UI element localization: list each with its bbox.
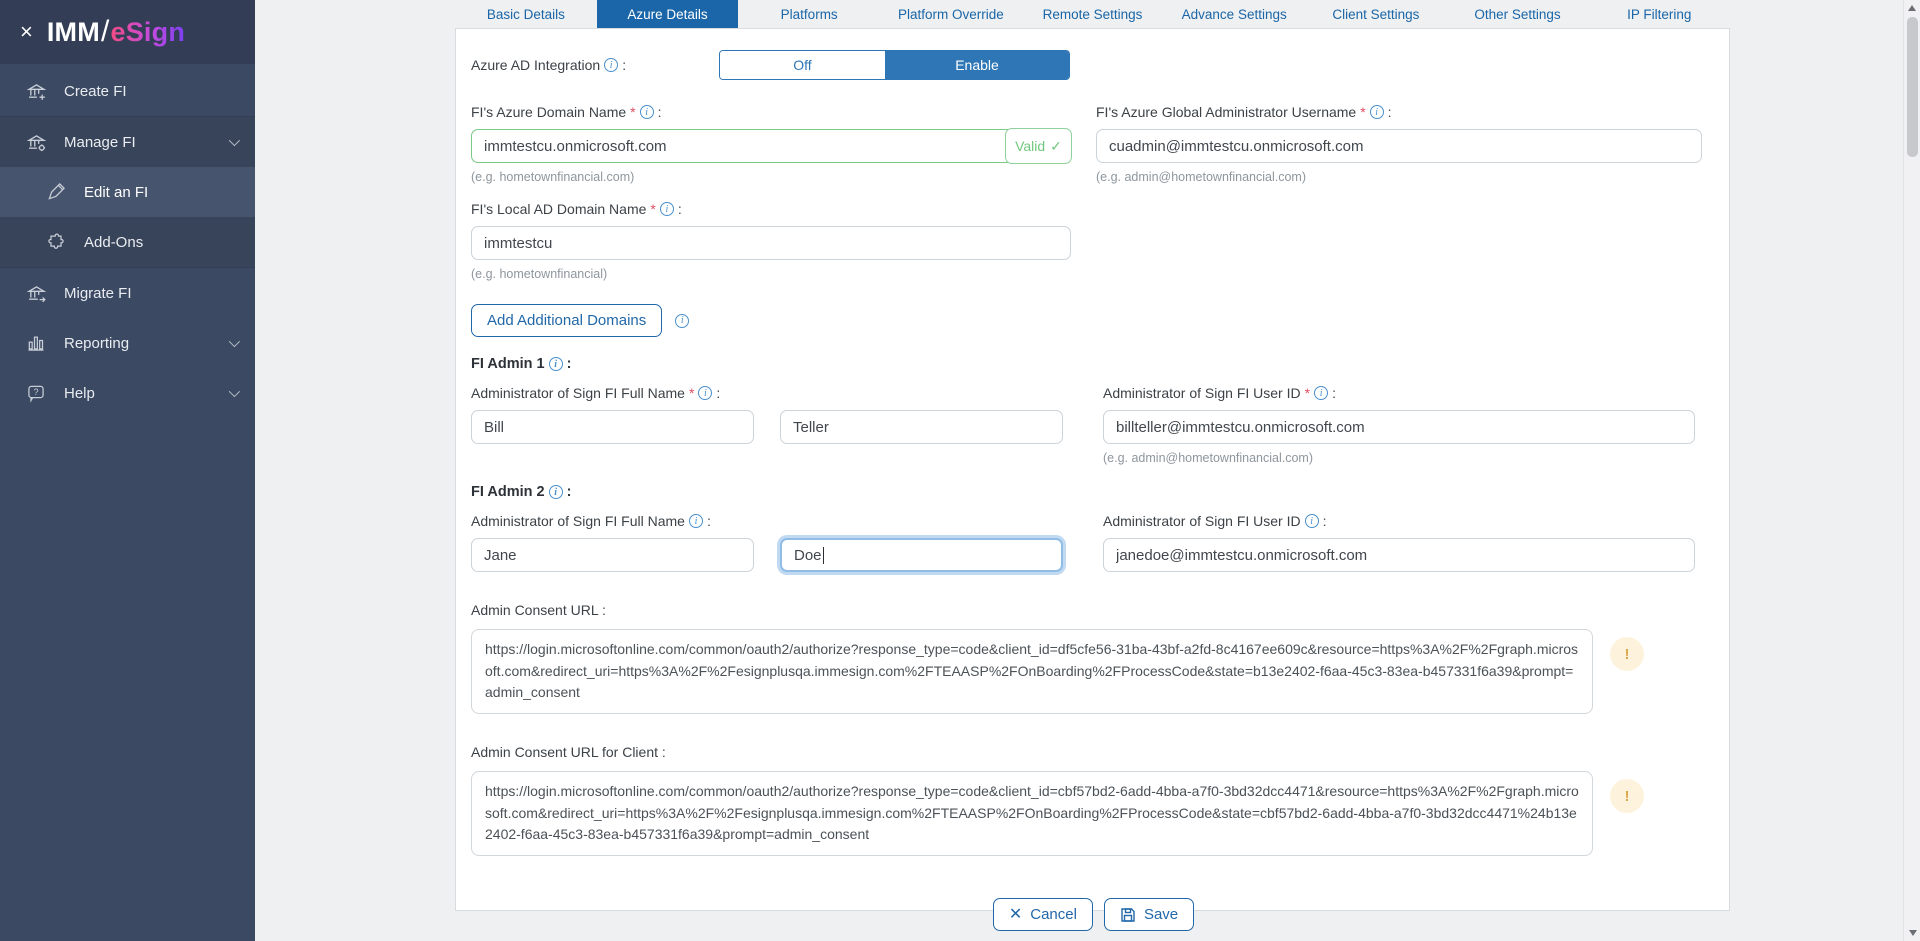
warning-icon[interactable]: ! — [1610, 779, 1644, 813]
chevron-down-icon — [229, 336, 240, 347]
bank-gear-icon — [24, 132, 48, 153]
local-ad-helper: (e.g. hometownfinancial) — [471, 267, 608, 281]
chevron-down-icon — [229, 135, 240, 146]
admin2-first-name-input[interactable] — [471, 538, 754, 572]
required-asterisk: * — [650, 201, 656, 217]
add-additional-domains-button[interactable]: Add Additional Domains — [471, 304, 662, 337]
sidebar-item-edit-an-fi[interactable] — [0, 167, 255, 217]
page-scrollbar — [1903, 0, 1920, 941]
admin2-last-name-input[interactable]: Doe — [780, 538, 1063, 572]
azure-domain-label: FI's Azure Domain Name * i : — [471, 104, 662, 120]
admin1-first-name-input[interactable] — [471, 410, 754, 444]
azure-domain-helper: (e.g. hometownfinancial.com) — [471, 170, 635, 184]
toggle-enable-button[interactable]: Enable — [885, 51, 1069, 79]
tab-bar — [455, 0, 1730, 28]
tab-client-settings[interactable]: Client Settings — [1332, 6, 1420, 22]
domain-row — [471, 104, 1729, 184]
sidebar-item-label: Edit an FI — [84, 183, 149, 201]
admin-consent-url-row — [471, 629, 1729, 714]
sidebar-item-label: Reporting — [64, 334, 130, 352]
tab-ip-filtering[interactable]: IP Filtering — [1627, 6, 1692, 22]
tab-platform-override[interactable]: Platform Override — [897, 6, 1004, 22]
local-ad-label: FI's Local AD Domain Name * i : — [471, 201, 682, 217]
admin1-last-name-input[interactable] — [780, 410, 1063, 444]
info-icon[interactable]: i — [640, 105, 654, 119]
fi-admin-2-title: FI Admin 2 i : — [471, 484, 572, 500]
imm-esign-logo: IMM/eSign — [46, 15, 186, 48]
sidebar — [0, 0, 255, 941]
required-asterisk: * — [630, 104, 636, 120]
admin2-full-name-label: Administrator of Sign FI Full Name i : — [471, 513, 711, 529]
info-icon[interactable]: i — [549, 485, 563, 499]
scrollbar-up-arrow[interactable] — [1908, 5, 1916, 11]
info-icon[interactable]: i — [604, 58, 618, 72]
sidebar-item-add-ons[interactable] — [0, 217, 255, 267]
azure-ad-toggle — [719, 50, 1070, 80]
azure-details-panel — [455, 28, 1730, 924]
local-ad-input[interactable] — [471, 226, 1071, 260]
admin1-user-id-label: Administrator of Sign FI User ID * i : — [1103, 385, 1336, 401]
required-asterisk: * — [1304, 385, 1311, 401]
sidebar-item-label: Create FI — [64, 82, 127, 100]
required-asterisk: * — [688, 385, 695, 401]
tab-platforms[interactable]: Platforms — [780, 6, 838, 22]
required-asterisk: * — [1360, 104, 1366, 120]
azure-ad-integration-label: Azure AD Integration i : — [471, 57, 627, 73]
svg-text:?: ? — [33, 387, 39, 398]
info-icon[interactable]: i — [689, 514, 703, 528]
admin-consent-url-client-row — [471, 771, 1729, 856]
admin1-full-name-label: Administrator of Sign FI Full Name * i : — [471, 385, 721, 401]
tab-remote-settings[interactable]: Remote Settings — [1042, 6, 1143, 22]
fi-admin-2-row — [471, 513, 1729, 572]
admin1-user-id-helper: (e.g. admin@hometownfinancial.com) — [1103, 451, 1314, 465]
tab-advance-settings[interactable]: Advance Settings — [1181, 6, 1287, 22]
bank-arrow-icon — [24, 283, 48, 304]
toggle-off-button[interactable]: Off — [720, 51, 885, 79]
cancel-button[interactable]: ✕ Cancel — [993, 898, 1093, 931]
info-icon[interactable]: i — [1314, 386, 1328, 400]
info-icon[interactable]: i — [1305, 514, 1319, 528]
logo-bar — [0, 0, 255, 64]
sidebar-menu — [0, 66, 255, 418]
info-icon[interactable]: i — [660, 202, 674, 216]
sidebar-item-help[interactable] — [0, 368, 255, 418]
scrollbar-thumb[interactable] — [1907, 17, 1918, 157]
admin-consent-url-label: Admin Consent URL : — [471, 602, 606, 618]
tab-azure-details[interactable]: Azure Details — [597, 0, 739, 28]
azure-ad-integration-row — [471, 50, 1729, 80]
warning-icon[interactable]: ! — [1610, 637, 1644, 671]
info-icon[interactable]: i — [675, 314, 689, 328]
info-icon[interactable]: i — [549, 357, 563, 371]
global-admin-label: FI's Azure Global Administrator Username * i : — [1096, 104, 1392, 120]
info-icon[interactable]: i — [698, 386, 712, 400]
check-icon: ✓ — [1050, 137, 1062, 154]
admin-consent-url-client-box[interactable]: https://login.microsoftonline.com/common/oauth2/authorize?response_type=code&client_id=cbf57bd2-6add-4bba-a7f0-3bd32dcc4471&resource=https%3A%2F%2Fgraph.microsoft.com&redirect_uri=https%3A%2F%2Fesignplusqa.immesign.com%2FTEAASP%2FOnBoarding%2FProcessCode&state=cbf57bd2-6add-4bba-a7f0-3bd32dcc4471%24b13e2402-f6aa-45c3-83ea-b457331f6a39&prompt=admin_consent — [471, 771, 1593, 856]
admin-consent-url-box[interactable]: https://login.microsoftonline.com/common/oauth2/authorize?response_type=code&client_id=df5cfe56-31ba-43bf-a2fd-8c4167ee609c&resource=https%3A%2F%2Fgraph.microsoft.com&redirect_uri=https%3A%2F%2Fesignplusqa.immesign.com%2FTEAASP%2FOnBoarding%2FProcessCode&state=b13e2402-f6aa-45c3-83ea-b457331f6a39&prompt=admin_consent — [471, 629, 1593, 714]
sidebar-item-reporting[interactable] — [0, 318, 255, 368]
scrollbar-down-arrow[interactable] — [1909, 930, 1917, 936]
bar-chart-icon — [24, 333, 48, 353]
form-actions — [471, 898, 1716, 931]
main-area — [255, 0, 1920, 941]
admin-consent-url-client-label: Admin Consent URL for Client : — [471, 744, 666, 761]
save-button[interactable]: Save — [1104, 898, 1194, 931]
admin2-user-id-input[interactable] — [1103, 538, 1695, 572]
fi-admin-1-title: FI Admin 1 i : — [471, 356, 572, 372]
local-ad-row — [471, 201, 1729, 281]
azure-domain-input-wrap — [471, 129, 1071, 163]
manage-fi-group — [0, 116, 255, 268]
sidebar-item-manage-fi[interactable] — [0, 117, 255, 167]
sidebar-item-migrate-fi[interactable] — [0, 268, 255, 318]
cancel-x-icon: ✕ — [1008, 905, 1023, 923]
add-domains-row — [471, 304, 1729, 337]
puzzle-icon — [44, 232, 68, 252]
sidebar-item-label: Manage FI — [64, 133, 136, 151]
help-icon — [24, 383, 48, 403]
sidebar-item-create-fi[interactable] — [0, 66, 255, 116]
sidebar-item-label: Add-Ons — [84, 233, 144, 251]
pencil-icon — [44, 182, 68, 202]
fi-admin-1-row — [471, 385, 1729, 465]
sidebar-item-label: Migrate FI — [64, 284, 132, 302]
text-cursor — [823, 547, 825, 564]
tab-other-settings[interactable]: Other Settings — [1474, 6, 1561, 22]
close-sidebar-icon[interactable]: × — [20, 19, 33, 44]
valid-badge: Valid ✓ — [1005, 128, 1072, 164]
chevron-down-icon — [229, 386, 240, 397]
admin2-user-id-label: Administrator of Sign FI User ID i : — [1103, 513, 1327, 529]
azure-domain-input[interactable] — [471, 129, 1071, 163]
global-admin-input[interactable] — [1096, 129, 1702, 163]
save-floppy-icon — [1120, 907, 1136, 923]
sidebar-item-label: Help — [64, 384, 95, 402]
tab-basic-details[interactable]: Basic Details — [486, 6, 565, 22]
info-icon[interactable]: i — [1370, 105, 1384, 119]
global-admin-helper: (e.g. admin@hometownfinancial.com) — [1096, 170, 1307, 184]
bank-plus-icon — [24, 81, 48, 102]
admin1-user-id-input[interactable] — [1103, 410, 1695, 444]
